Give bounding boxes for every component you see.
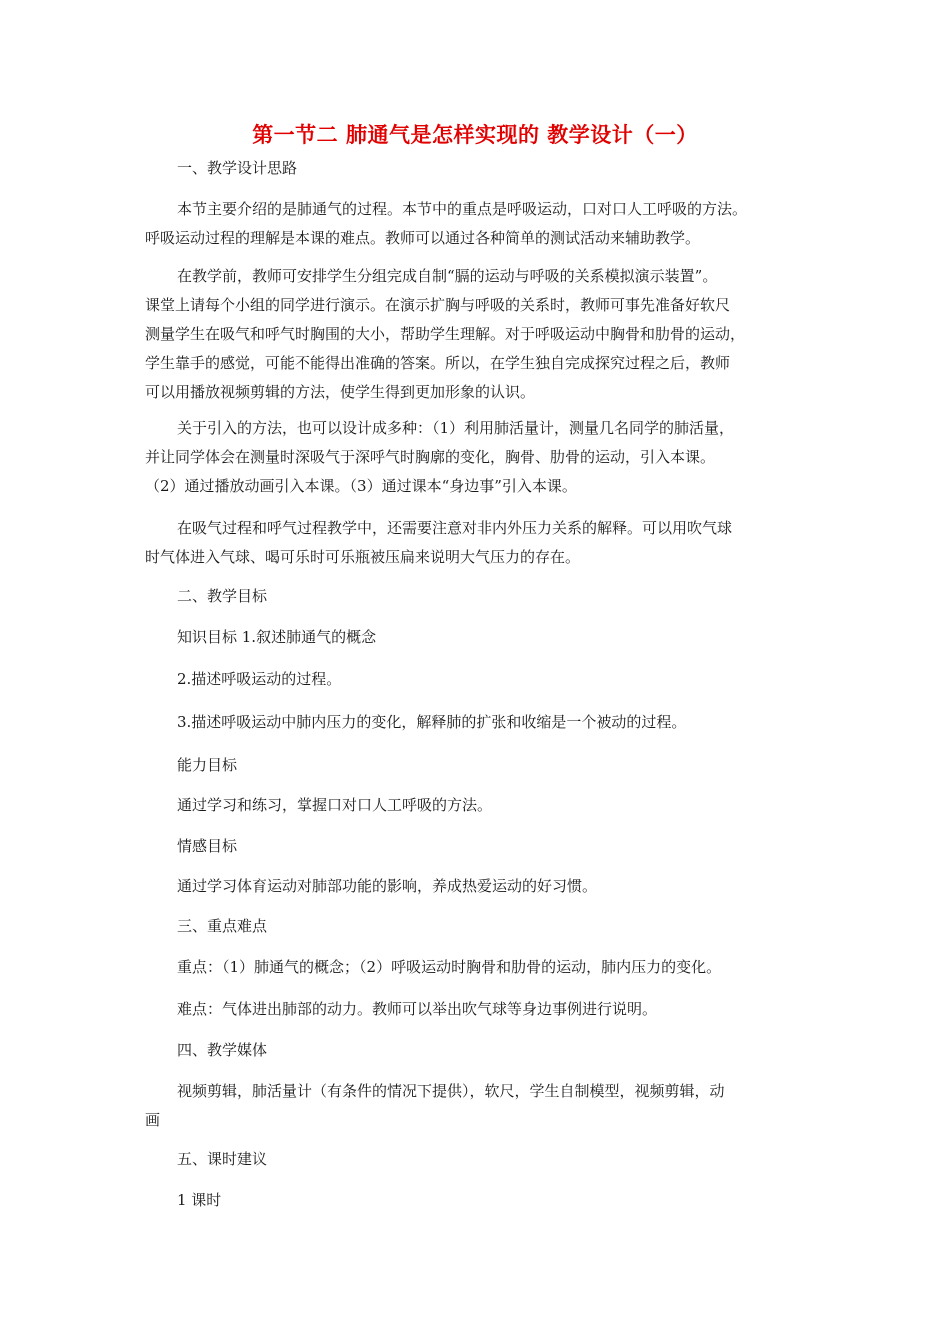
heading-text: 五、课时建议: [177, 1150, 268, 1168]
knowledge-objective-3: [145, 708, 805, 737]
paragraph-overview: [145, 195, 805, 253]
heading-text: 二、教学目标: [177, 587, 268, 605]
objective-text: 通过学习体育运动对肺部功能的影响，养成热爱运动的好习惯。: [177, 877, 598, 895]
objective-text: 2.描述呼吸运动的过程。: [177, 670, 342, 688]
hours-text: 1 课时: [177, 1191, 222, 1209]
difficult-point-text: 难点：气体进出肺部的动力。教师可以举出吹气球等身边事例进行说明。: [177, 1000, 658, 1018]
objective-text: 3.描述呼吸运动中肺内压力的变化，解释肺的扩张和收缩是一个被动的过程。: [177, 713, 687, 731]
knowledge-objective-1: [145, 623, 805, 652]
paragraph-line: 呼吸运动过程的理解是本课的难点。教师可以通过各种简单的测试活动来辅助教学。: [145, 229, 701, 247]
heading-text: 三、重点难点: [177, 917, 268, 935]
knowledge-objective-2: [145, 665, 805, 694]
media-list: [145, 1077, 805, 1135]
ability-objective-heading: [145, 751, 805, 780]
difficult-point: [145, 995, 805, 1024]
paragraph-before-class: [145, 262, 805, 407]
paragraph-line: 关于引入的方法，也可以设计成多种：（1）利用肺活量计，测量几名同学的肺活量，: [177, 419, 735, 437]
paragraph-line: （2）通过播放动画引入本课。（3）通过课本“身边事”引入本课。: [145, 477, 577, 495]
class-hours-value: [145, 1186, 805, 1215]
paragraph-line: 学生靠手的感觉，可能不能得出准确的答案。所以，在学生独自完成探究过程之后，教师: [145, 354, 731, 372]
document-title: 第一节二 肺通气是怎样实现的 教学设计（一）: [252, 122, 698, 147]
ability-objective-text: [145, 791, 805, 820]
objective-text: 知识目标 1.叙述肺通气的概念: [177, 628, 377, 646]
paragraph-line: 画: [145, 1111, 161, 1129]
section-heading-design-idea: [145, 154, 805, 183]
heading-text: 情感目标: [177, 837, 238, 855]
section-heading-class-hours: [145, 1145, 805, 1174]
paragraph-pressure-explanation: [145, 514, 805, 572]
paragraph-line: 在吸气过程和呼气过程教学中，还需要注意对非内外压力关系的解释。可以用吹气球: [177, 519, 733, 537]
paragraph-line: 视频剪辑，肺活量计（有条件的情况下提供），软尺，学生自制模型，视频剪辑，动: [177, 1082, 725, 1100]
paragraph-line: 并让同学体会在测量时深吸气于深呼气时胸廓的变化，胸骨、肋骨的运动，引入本课。: [145, 448, 716, 466]
paragraph-line: 本节主要介绍的是肺通气的过程。本节中的重点是呼吸运动，口对口人工呼吸的方法。: [177, 200, 748, 218]
paragraph-line: 测量学生在吸气和呼气时胸围的大小，帮助学生理解。对于呼吸运动中胸骨和肋骨的运动，: [145, 325, 746, 343]
section-heading-media: [145, 1036, 805, 1065]
emotion-objective-text: [145, 872, 805, 901]
heading-text: 四、教学媒体: [177, 1041, 268, 1059]
objective-text: 通过学习和练习，掌握口对口人工呼吸的方法。: [177, 796, 493, 814]
key-point-text: 重点：（1）肺通气的概念；（2）呼吸运动时胸骨和肋骨的运动，肺内压力的变化。: [177, 958, 722, 976]
paragraph-introduction-methods: [145, 414, 805, 501]
key-point: [145, 953, 805, 982]
paragraph-line: 可以用播放视频剪辑的方法，使学生得到更加形象的认识。: [145, 383, 536, 401]
paragraph-line: 课堂上请每个小组的同学进行演示。在演示扩胸与呼吸的关系时，教师可事先准备好软尺: [145, 296, 731, 314]
heading-text: 能力目标: [177, 756, 238, 774]
section-heading-objectives: [145, 582, 805, 611]
heading-text: 一、教学设计思路: [177, 159, 298, 177]
section-heading-key-points: [145, 912, 805, 941]
emotion-objective-heading: [145, 832, 805, 861]
paragraph-line: 在教学前，教师可安排学生分组完成自制“膈的运动与呼吸的关系模拟演示装置”。: [177, 267, 718, 285]
paragraph-line: 时气体进入气球、喝可乐时可乐瓶被压扁来说明大气压力的存在。: [145, 548, 581, 566]
